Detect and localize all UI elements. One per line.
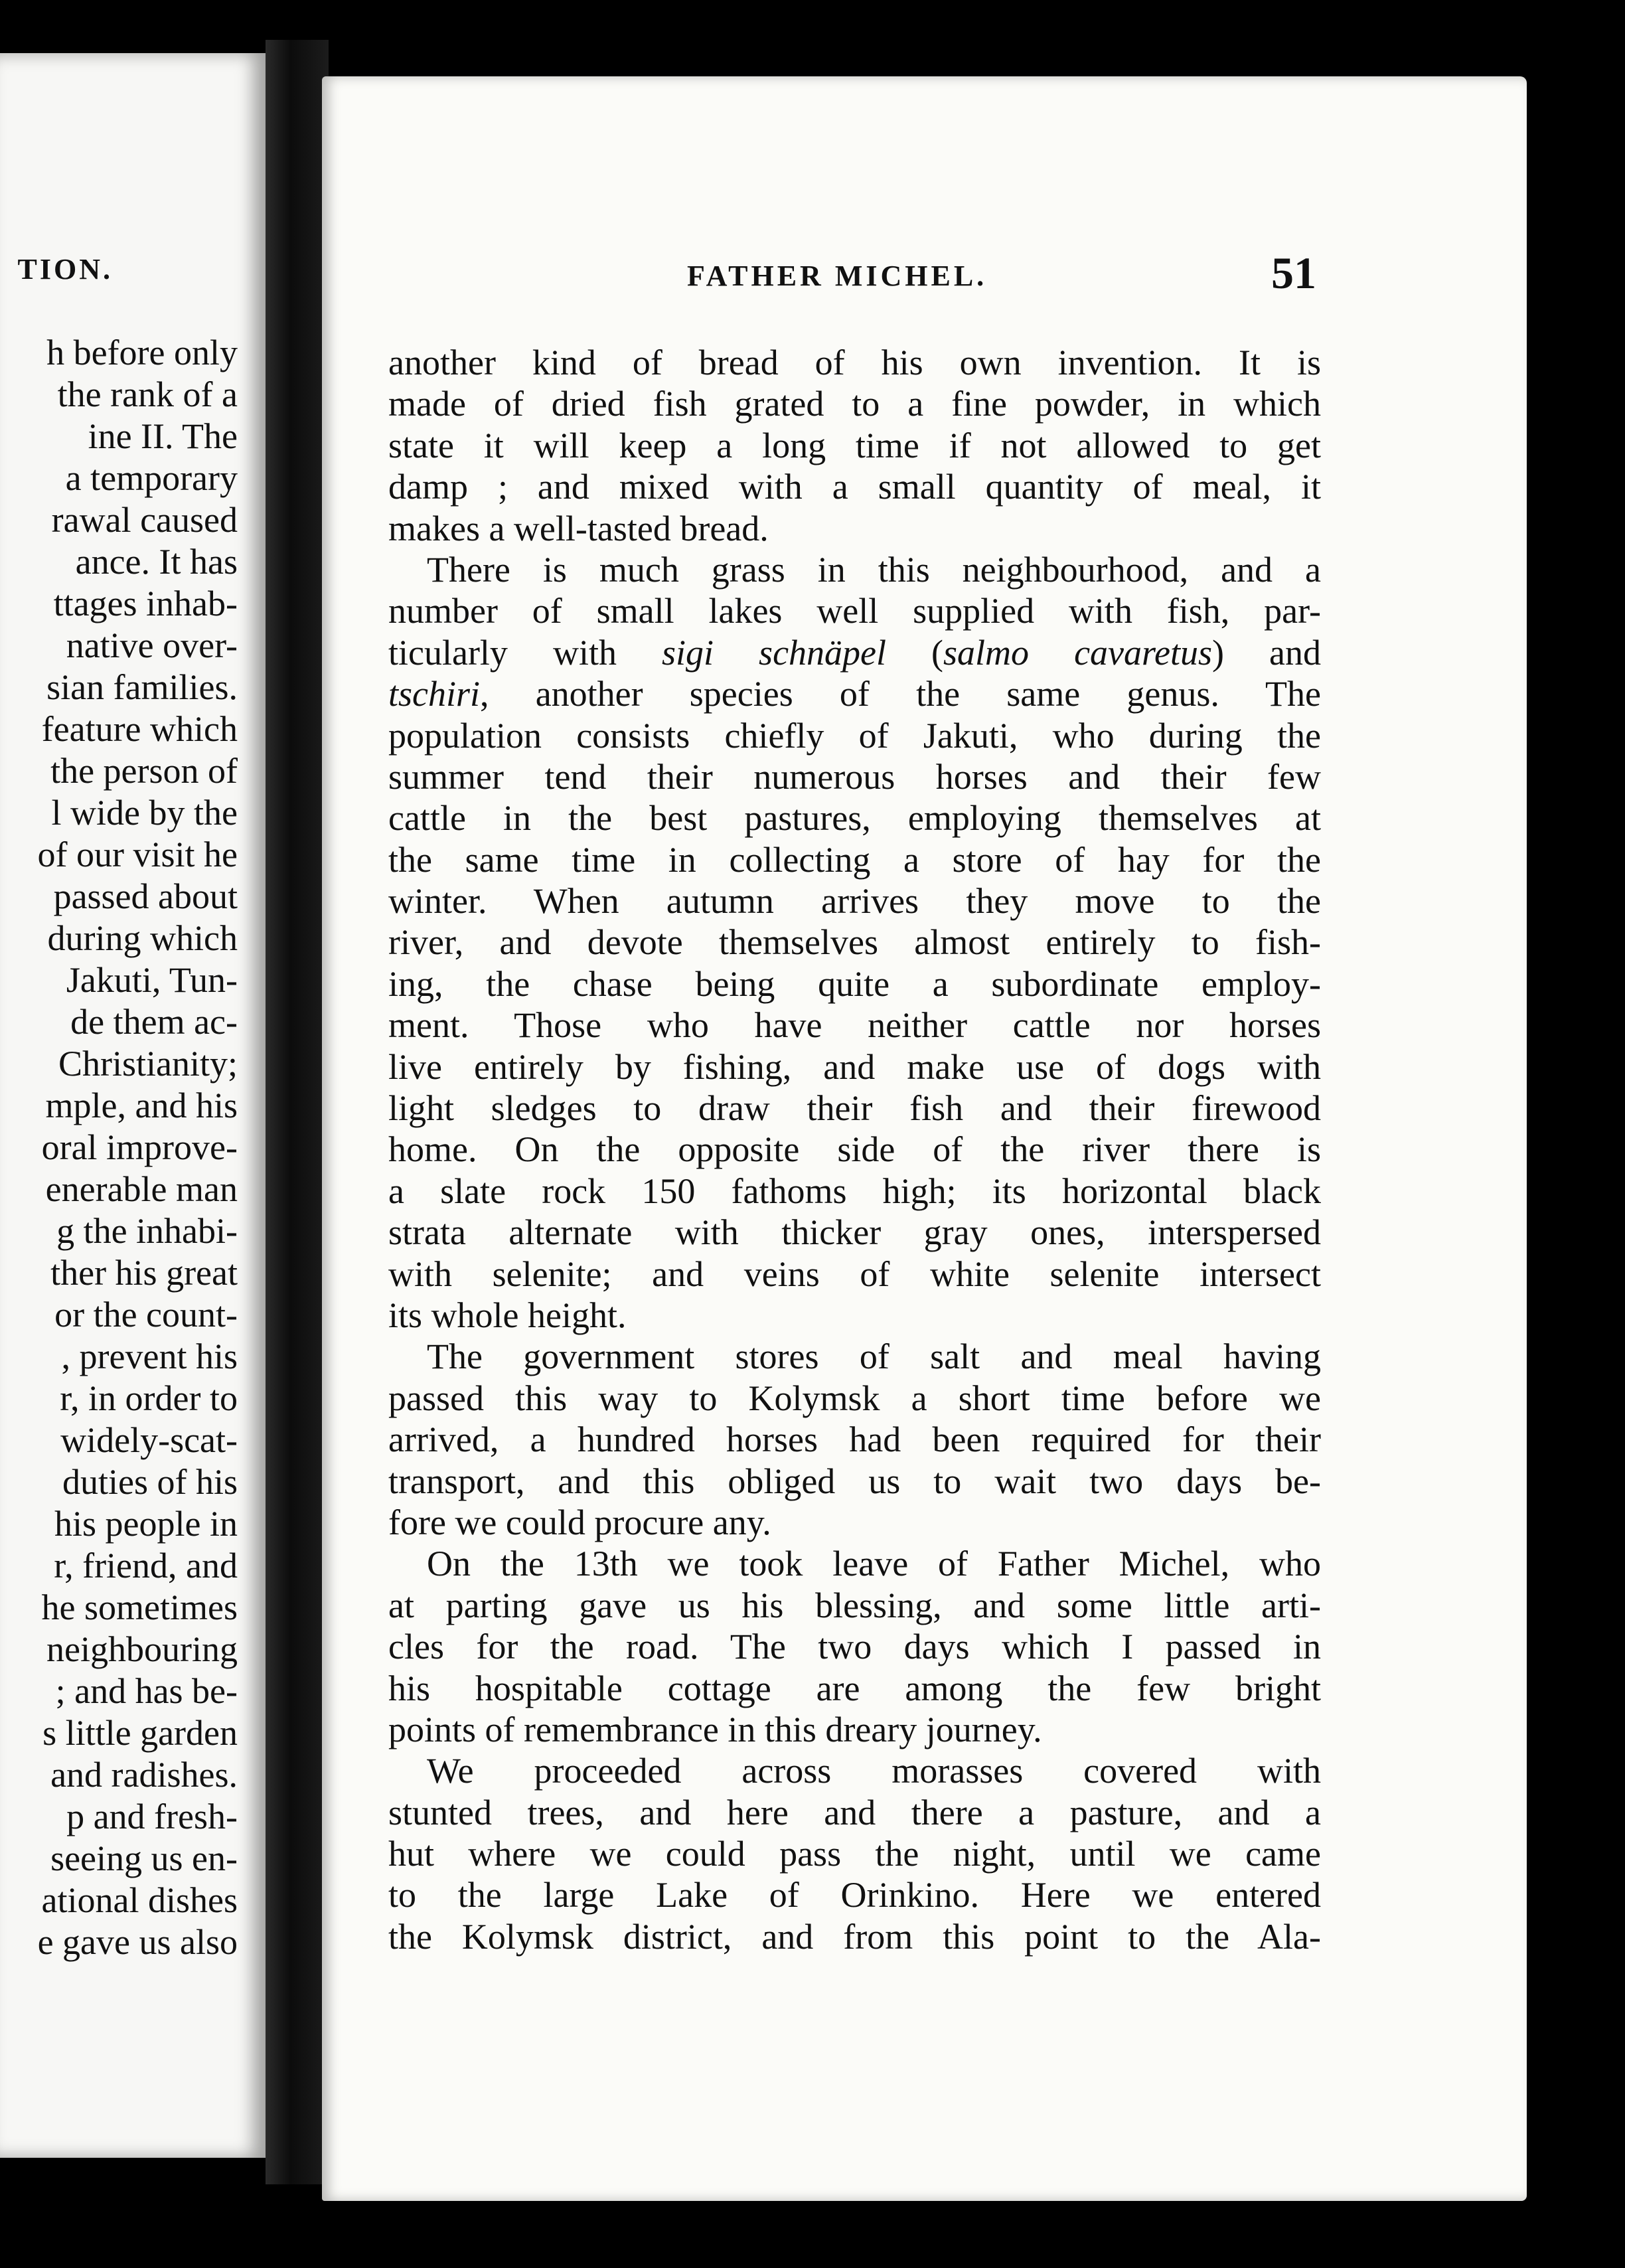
- left-text-line: r, in order to: [60, 1378, 238, 1418]
- text-line: winter. When autumn arrives they move to the: [388, 881, 1321, 922]
- left-text-line: native over-: [66, 625, 238, 665]
- left-text-line: ance. It has: [75, 542, 238, 582]
- text-line: hut where we could pass the night, until we came: [388, 1834, 1321, 1874]
- text-line: the Kolymsk district, and from this point to the Ala-: [388, 1916, 1321, 1957]
- text-line: strata alternate with thicker gray ones, interspersed: [388, 1212, 1321, 1253]
- left-text-line: ational dishes: [41, 1880, 238, 1920]
- left-text-line: mple, and his: [45, 1086, 238, 1125]
- text-line: with selenite; and veins of white selenite intersect: [388, 1254, 1321, 1294]
- text-line: [388, 632, 1321, 673]
- left-text-line: Jakuti, Tun-: [66, 960, 238, 1000]
- text-line: transport, and this obliged us to wait two days be-: [388, 1461, 1321, 1501]
- italic-term: sigi schnäpel: [662, 632, 887, 673]
- text-line: to the large Lake of Orinkino. Here we entered: [388, 1875, 1321, 1915]
- text-line: its whole height.: [388, 1295, 627, 1335]
- text-line: state it will keep a long time if not allowed to get: [388, 425, 1321, 465]
- text-line: live entirely by fishing, and make use of dogs with: [388, 1046, 1321, 1087]
- left-page-text: [0, 332, 238, 1963]
- text-line: ment. Those who have neither cattle nor horses: [388, 1005, 1321, 1046]
- left-text-line: sian families.: [46, 667, 238, 707]
- italic-term: salmo cavaretus: [943, 632, 1213, 673]
- left-text-line: g the inhabi-: [56, 1211, 238, 1251]
- left-text-line: e gave us also: [37, 1922, 238, 1962]
- left-running-head: TION.: [17, 253, 113, 285]
- text-line: The government stores of salt and meal having: [427, 1336, 1321, 1377]
- page-number: 51: [1271, 248, 1316, 298]
- text-line: river, and devote themselves almost entirely to fish-: [388, 922, 1321, 963]
- left-text-line: seeing us en-: [50, 1838, 238, 1878]
- left-text-line: ttages inhab-: [53, 584, 238, 623]
- text-line: fore we could procure any.: [388, 1502, 771, 1542]
- left-text-line: h before only: [46, 333, 238, 372]
- text-line: made of dried fish grated to a fine powder, in which: [388, 384, 1321, 424]
- text-segment: , another species of the same genus. The: [480, 674, 1321, 714]
- left-text-line: r, friend, and: [54, 1546, 238, 1585]
- text-line: summer tend their numerous horses and their few: [388, 756, 1321, 797]
- text-line: We proceeded across morasses covered with: [427, 1751, 1321, 1791]
- left-text-line: a temporary: [65, 458, 238, 498]
- left-text-line: rawal caused: [51, 500, 238, 540]
- left-text-line: s little garden: [42, 1713, 238, 1753]
- left-text-line: ; and has be-: [55, 1671, 238, 1711]
- text-line: at parting gave us his blessing, and some little arti-: [388, 1585, 1321, 1625]
- text-line: damp ; and mixed with a small quantity of meal, it: [388, 467, 1321, 507]
- left-text-line: de them ac-: [70, 1002, 238, 1042]
- left-text-line: or the count-: [54, 1295, 238, 1335]
- text-line: home. On the opposite side of the river there is: [388, 1129, 1321, 1170]
- text-line: On the 13th we took leave of Father Michel, who: [427, 1544, 1321, 1584]
- left-text-line: and radishes.: [50, 1755, 238, 1795]
- left-text-line: Christianity;: [58, 1044, 238, 1084]
- text-line: There is much grass in this neighbourhood, and a: [427, 549, 1321, 590]
- text-line: makes a well-tasted bread.: [388, 508, 769, 548]
- running-head-title: FATHER MICHEL.: [687, 260, 988, 292]
- text-segment: ) and: [1212, 632, 1321, 673]
- left-text-line: , prevent his: [61, 1336, 238, 1376]
- left-text-line: duties of his: [62, 1462, 238, 1502]
- left-text-line: the rank of a: [57, 374, 238, 414]
- left-text-line: oral improve-: [41, 1127, 238, 1167]
- text-line: another kind of bread of his own invention. It is: [388, 343, 1321, 382]
- left-text-line: l wide by the: [51, 793, 238, 833]
- left-text-line: neighbouring: [46, 1629, 238, 1669]
- left-text-line: ine II. The: [88, 416, 238, 456]
- text-line: ing, the chase being quite a subordinate employ-: [388, 963, 1321, 1004]
- text-line: the same time in collecting a store of hay for the: [388, 839, 1321, 880]
- left-text-line: p and fresh-: [66, 1797, 238, 1836]
- italic-term: tschiri: [388, 674, 481, 714]
- right-page: [322, 76, 1527, 2201]
- left-text-line: passed about: [53, 876, 238, 916]
- book-spine: [266, 40, 329, 2184]
- left-text-line: ther his great: [50, 1253, 238, 1293]
- left-text-line: he sometimes: [41, 1587, 238, 1627]
- text-line: light sledges to draw their fish and their firewood: [388, 1088, 1321, 1129]
- left-text-line: the person of: [50, 751, 238, 791]
- left-page: [0, 53, 266, 2158]
- page-header: [322, 248, 1527, 312]
- text-line: a slate rock 150 fathoms high; its horizontal black: [388, 1171, 1321, 1211]
- left-text-line: enerable man: [45, 1169, 238, 1209]
- left-text-line: during which: [47, 918, 238, 958]
- text-line: passed this way to Kolymsk a short time before we: [388, 1378, 1321, 1418]
- text-segment: ticularly with: [388, 632, 662, 673]
- left-text-line: his people in: [54, 1504, 238, 1544]
- left-text-line: widely-scat-: [60, 1420, 238, 1460]
- body-text: [388, 342, 1321, 1957]
- text-line: arrived, a hundred horses had been required for their: [388, 1419, 1321, 1460]
- left-text-line: of our visit he: [37, 835, 238, 874]
- text-line: number of small lakes well supplied with fish, par-: [388, 591, 1321, 631]
- text-line: points of remembrance in this dreary journey.: [388, 1709, 1042, 1749]
- text-line: his hospitable cottage are among the few bright: [388, 1668, 1321, 1708]
- text-line: cattle in the best pastures, employing themselves at: [388, 798, 1321, 839]
- text-line: population consists chiefly of Jakuti, who during the: [388, 715, 1321, 756]
- text-line: [388, 673, 1321, 714]
- text-line: cles for the road. The two days which I passed in: [388, 1627, 1321, 1667]
- left-text-line: feature which: [41, 709, 238, 749]
- text-line: stunted trees, and here and there a pasture, and a: [388, 1792, 1321, 1832]
- text-segment: (: [886, 632, 944, 673]
